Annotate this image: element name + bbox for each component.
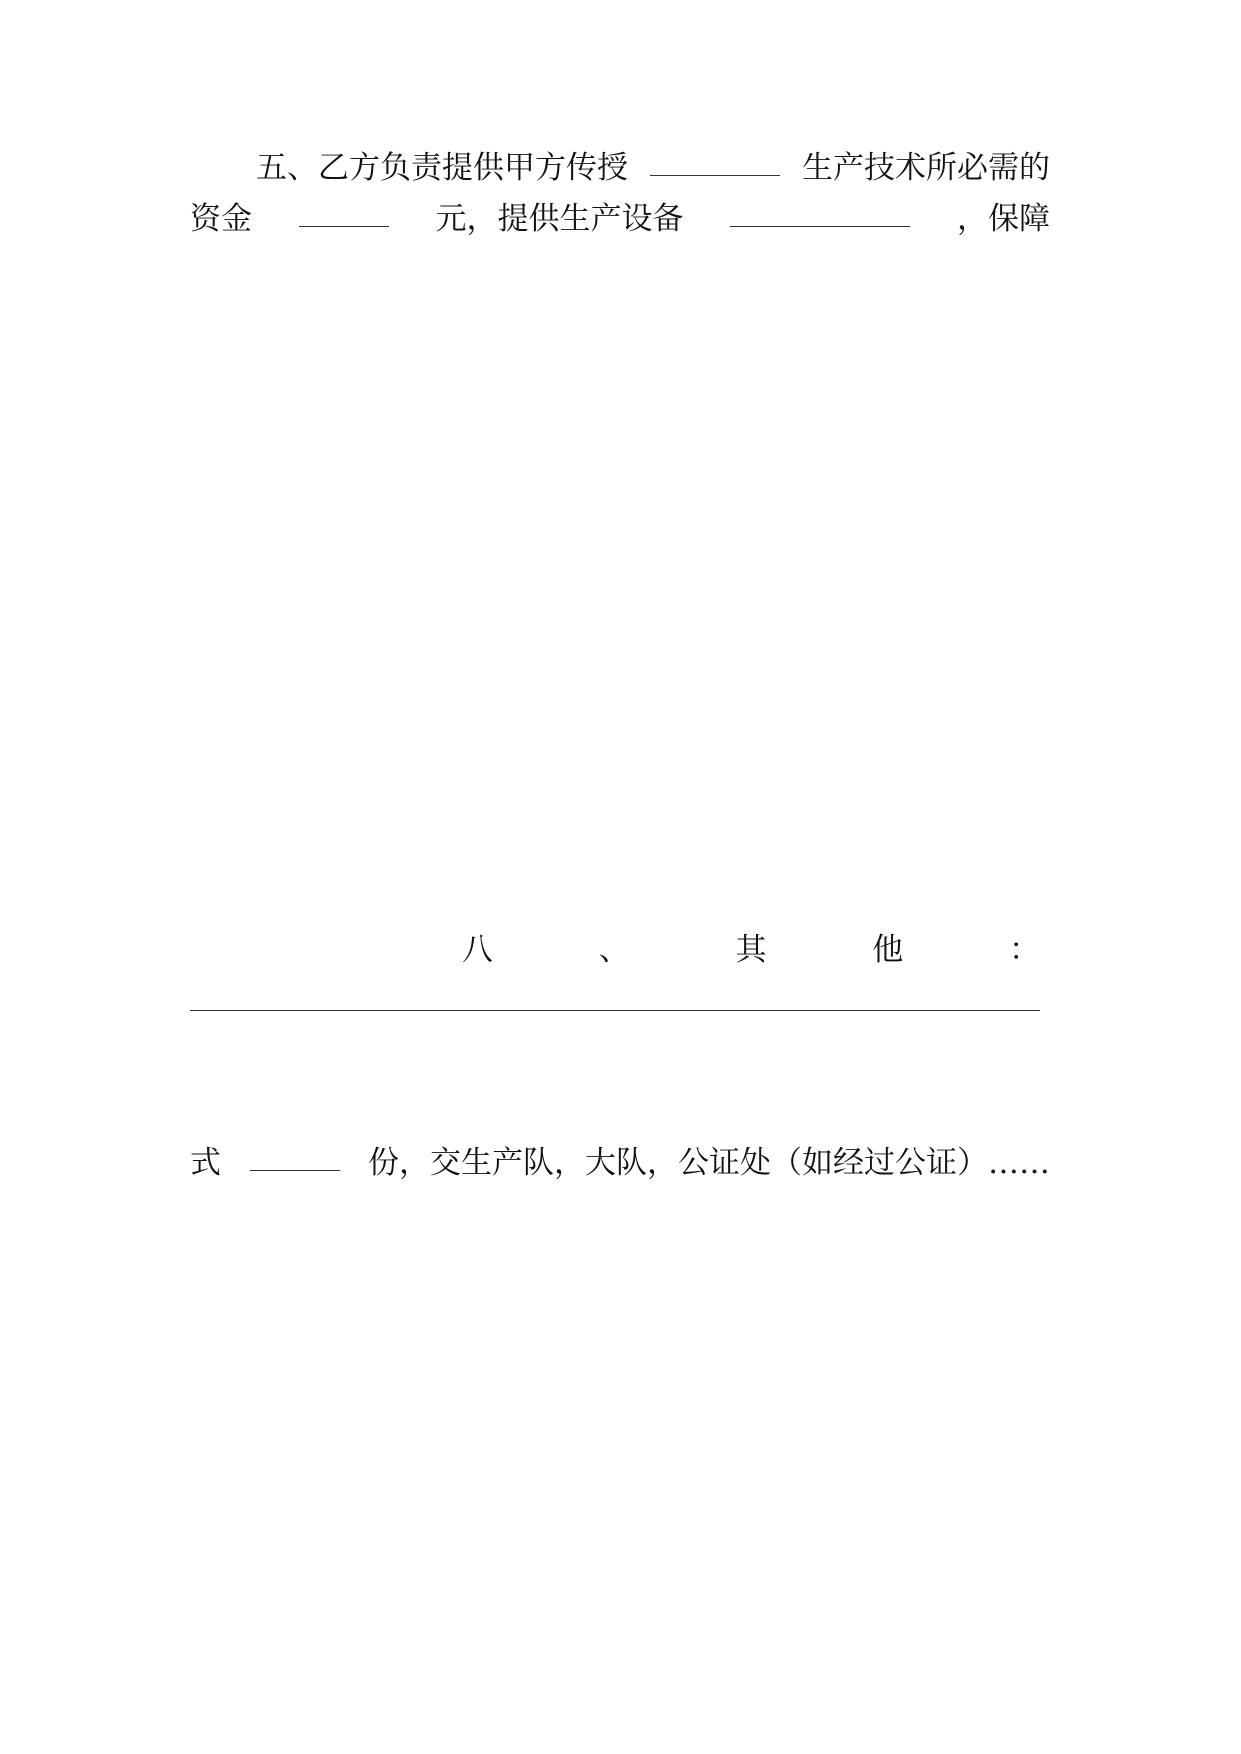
section-5-line-2 bbox=[190, 196, 1050, 242]
blank-equipment[interactable] bbox=[730, 196, 910, 227]
section-8-line-3 bbox=[190, 1031, 1050, 1077]
section-8-heading bbox=[462, 927, 1040, 973]
section-6-line-2 bbox=[190, 402, 1050, 448]
section-8-char: 他 bbox=[872, 932, 904, 968]
copies-line-2 bbox=[190, 1140, 1050, 1186]
copies-text: 份，交生产队，大队，公证处（如经过公证）…… bbox=[368, 1145, 1050, 1181]
blank-copies-count[interactable] bbox=[250, 1140, 340, 1171]
clause-2-line-1 bbox=[256, 612, 1050, 658]
section-6-line-1 bbox=[256, 350, 1050, 396]
section-5-text: ，保障 bbox=[957, 201, 1050, 237]
section-5-line-3 bbox=[190, 247, 1050, 293]
clause-2-line-2 bbox=[190, 664, 1050, 710]
clause-1-line-1 bbox=[256, 507, 1050, 553]
section-5-line-4 bbox=[190, 298, 1050, 344]
section-5-text: 五、乙方负责提供甲方传授 bbox=[256, 150, 628, 186]
section-8-char: ： bbox=[1009, 932, 1040, 968]
blank-technique[interactable] bbox=[650, 145, 780, 176]
section-8-char: 其 bbox=[735, 932, 767, 968]
copies-text: 式 bbox=[190, 1145, 221, 1181]
clause-3-line-2 bbox=[190, 769, 1050, 815]
party-a-signature-line bbox=[256, 1246, 1050, 1292]
copies-line-1 bbox=[256, 1088, 1050, 1134]
date-line bbox=[256, 1350, 1050, 1396]
section-6-line-3 bbox=[190, 454, 1050, 500]
copies-line-3 bbox=[190, 1193, 1050, 1239]
party-b-signature-line bbox=[256, 1298, 1050, 1344]
section-8-char: 、 bbox=[598, 932, 630, 968]
section-7-line-1 bbox=[256, 822, 1050, 868]
section-8-char: 八 bbox=[462, 932, 493, 968]
clause-3-line-1 bbox=[256, 717, 1050, 763]
blank-other-terms-line-1[interactable] bbox=[190, 1010, 1040, 1011]
section-5-line-1 bbox=[256, 145, 1050, 191]
section-5-text: 元，提供生产设备 bbox=[435, 201, 684, 237]
blank-funds[interactable] bbox=[299, 196, 389, 227]
section-5-text: 资金 bbox=[190, 201, 252, 237]
section-7-line-2 bbox=[190, 874, 1050, 920]
section-5-text: 生产技术所必需的 bbox=[802, 150, 1050, 186]
clause-1-line-2 bbox=[190, 559, 1050, 605]
